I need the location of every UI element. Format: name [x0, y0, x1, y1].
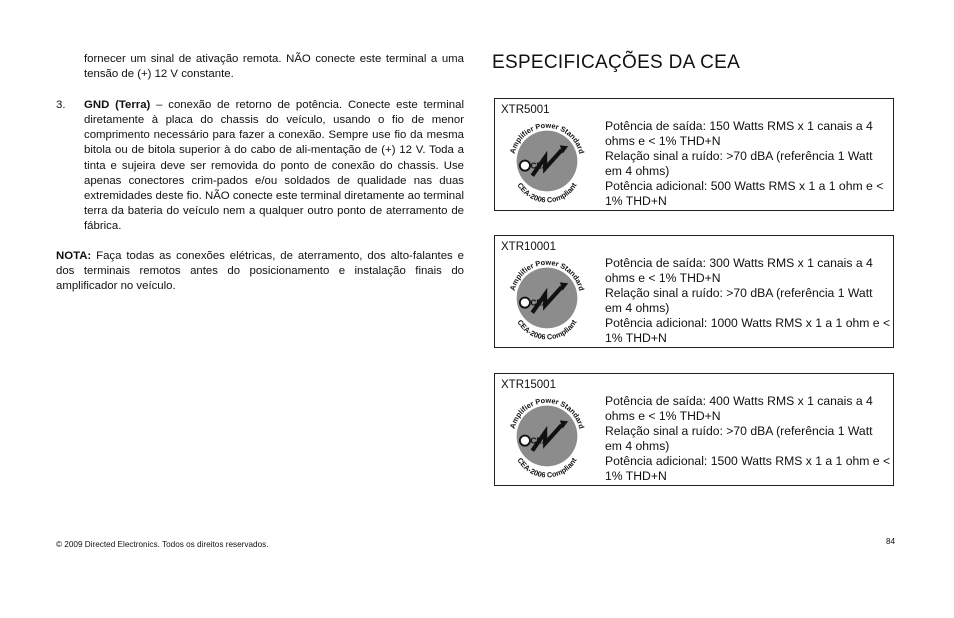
cea-compliance-badge-icon — [501, 390, 593, 482]
spec-lines — [605, 394, 891, 484]
badge-top-text: Amplifier Power Standard — [507, 395, 587, 430]
badge-bottom-text: CEA-2006 Compliant — [515, 181, 579, 205]
spec-output-power: Potência de saída: 400 Watts RMS x 1 canais a 4 ohms e < 1% THD+N — [605, 394, 873, 423]
badge-logo-text: CEA — [530, 161, 548, 171]
note-paragraph — [56, 249, 464, 294]
spec-snr: Relação sinal a ruído: >70 dBA (referência 1 Watt em 4 ohms) — [605, 149, 873, 178]
continued-paragraph: fornecer um sinal de ativação remota. NÃO conecte este terminal a uma tensão de (+) 12 V constante. — [84, 53, 464, 81]
spec-lines — [605, 119, 891, 209]
badge-top-text: Amplifier Power Standard — [507, 257, 587, 292]
model-name: XTR10001 — [501, 241, 556, 253]
model-name: XTR5001 — [501, 104, 550, 116]
note-text: Faça todas as conexões elétricas, de aterramento, dos alto-falantes e dos terminais remotos antes do posicionamento e instalação finais do amplificador no veículo. — [56, 250, 464, 293]
gnd-label: GND (Terra) — [84, 99, 151, 112]
model-name: XTR15001 — [501, 379, 556, 391]
spec-box-xtr15001 — [494, 373, 894, 486]
cea-logo-icon — [520, 436, 530, 446]
spec-additional-power: Potência adicional: 1500 Watts RMS x 1 a 1 ohm e < 1% THD+N — [605, 454, 891, 483]
list-item-number: 3. — [56, 99, 66, 112]
spec-output-power: Potência de saída: 300 Watts RMS x 1 canais a 4 ohms e < 1% THD+N — [605, 256, 873, 285]
left-column — [56, 52, 464, 294]
spec-additional-power: Potência adicional: 1000 Watts RMS x 1 a 1 ohm e < 1% THD+N — [605, 316, 891, 345]
cea-compliance-badge-icon — [501, 115, 593, 207]
list-item-gnd — [56, 98, 464, 234]
badge-top-text: Amplifier Power Standard — [507, 120, 587, 155]
copyright-footer: © 2009 Directed Electronics. Todos os direitos reservados. — [56, 540, 269, 549]
spec-box-xtr10001 — [494, 235, 894, 348]
badge-bottom-text: CEA-2006 Compliant — [515, 318, 579, 342]
badge-bottom-text: CEA-2006 Compliant — [515, 456, 579, 480]
cea-compliance-badge-icon — [501, 252, 593, 344]
spec-snr: Relação sinal a ruído: >70 dBA (referência 1 Watt em 4 ohms) — [605, 424, 873, 453]
section-title: ESPECIFICAÇÕES DA CEA — [492, 52, 741, 73]
badge-logo-text: CEA — [530, 298, 548, 308]
cea-logo-icon — [520, 298, 530, 308]
page-number: 84 — [886, 537, 896, 546]
spec-additional-power: Potência adicional: 500 Watts RMS x 1 a 1 ohm e < 1% THD+N — [605, 179, 884, 208]
gnd-description: – conexão de retorno de potência. Conecte este terminal diretamente à placa do chassis do veículo, usando o fio de menor comprimento necessário para fazer a conexão. Sempre use fio da mesma bitola ou de bitola superior à do cabo de ali-mentação de (+) 12 V. Toda a tinta e sujeira deve ser removida do ponto de conexão do chassis. Use apenas conectores crim-pados e/ou soldados de qualidade nas duas extremidades deste fio. NÃO conecte este terminal diretamente ao terminal terra da bateria do veículo nem a qualquer outro ponto de aterramento de fábrica. — [84, 99, 464, 232]
spec-lines — [605, 256, 891, 346]
spec-box-xtr5001 — [494, 98, 894, 211]
spec-output-power: Potência de saída: 150 Watts RMS x 1 canais a 4 ohms e < 1% THD+N — [605, 119, 873, 148]
spec-snr: Relação sinal a ruído: >70 dBA (referência 1 Watt em 4 ohms) — [605, 286, 873, 315]
badge-logo-text: CEA — [530, 436, 548, 446]
note-label: NOTA: — [56, 250, 92, 263]
cea-logo-icon — [520, 161, 530, 171]
